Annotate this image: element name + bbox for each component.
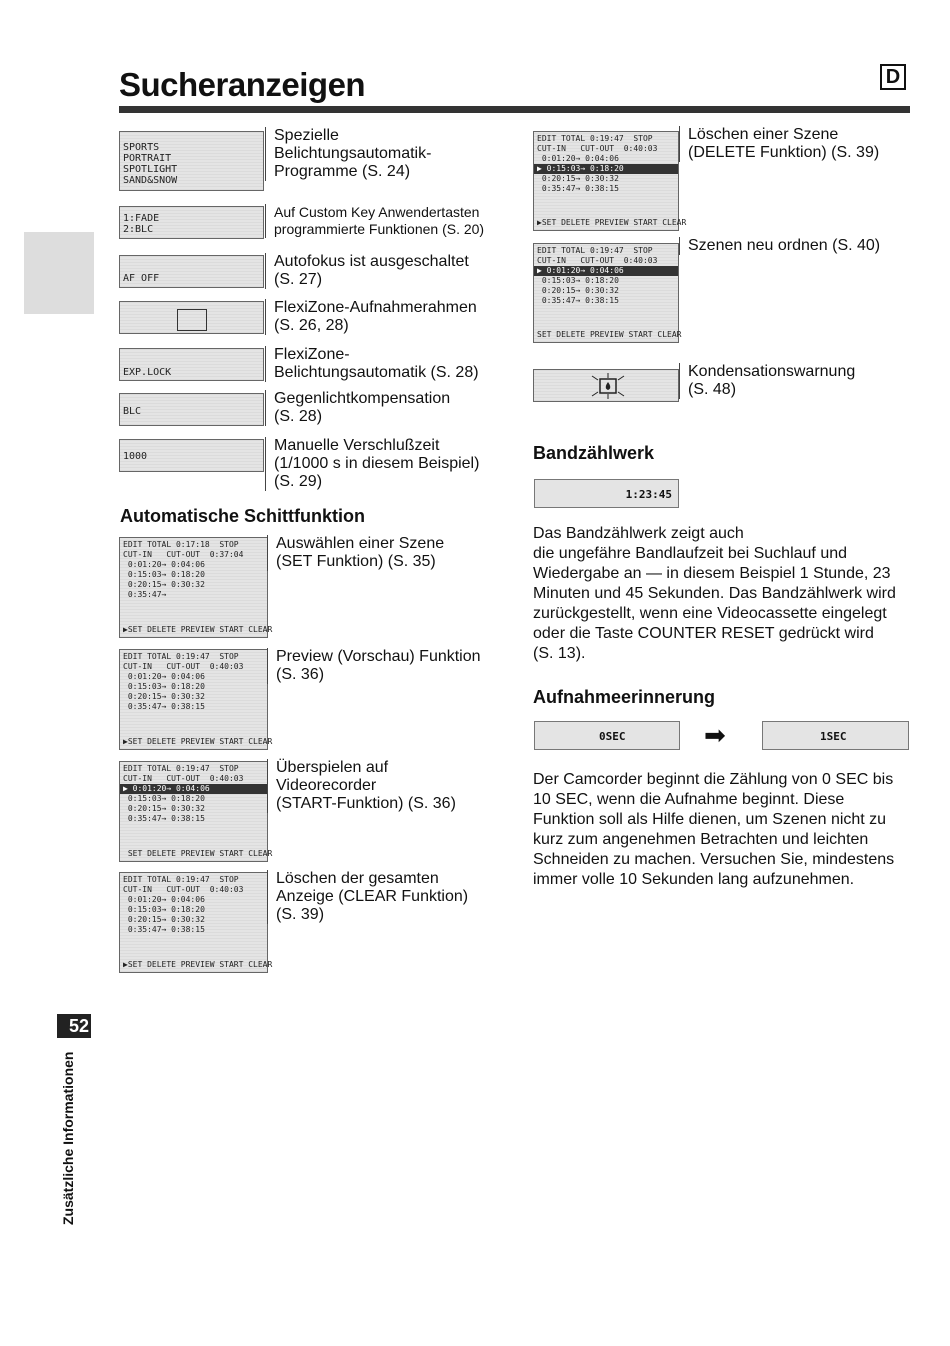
screen-line: 0:01:20→ 0:04:06 xyxy=(123,672,205,681)
page-title: Sucheranzeigen xyxy=(119,66,366,103)
edit-screen-reorder xyxy=(533,243,682,343)
screen-line: CUT-IN CUT-OUT 0:37:04 xyxy=(123,550,244,559)
tape-counter-paragraph: Das Bandzählwerk zeigt auch die ungefähre Bandlaufzeit bei Suchlauf und Wiedergabe an — in diesem Beispiel 1 Stunde, 23 Minuten und 45 Sekunden. Das Bandzählwerk wird zurückgestellt, wenn eine Videocassette eingelegt oder die Taste COUNTER RESET gedrückt wird (S. 13). xyxy=(533,525,896,662)
screen-line: CUT-IN CUT-OUT 0:40:03 xyxy=(123,774,244,783)
screen-menu-bar: SET DELETE PREVIEW START CLEAR xyxy=(537,330,682,339)
screen-line: CUT-IN CUT-OUT 0:40:03 xyxy=(123,662,244,671)
screen-menu-bar: ▶SET DELETE PREVIEW START CLEAR xyxy=(537,218,687,227)
screen-line: SPOTLIGHT xyxy=(123,164,178,175)
screen-line: 0:15:03→ 0:18:20 xyxy=(123,682,205,691)
viewfinder-screen-blc xyxy=(119,393,264,426)
viewfinder-screen-exp-lock xyxy=(119,348,264,381)
item-description: Preview (Vorschau) Funktion (S. 36) xyxy=(267,648,506,684)
screen-line: 0:20:15→ 0:30:32 xyxy=(537,174,619,183)
viewfinder-screen-custom-keys xyxy=(119,206,264,239)
counter-value: 1:23:45 xyxy=(625,488,672,501)
section-heading: Automatische Schittfunktion xyxy=(120,506,366,526)
title-rule xyxy=(119,106,910,113)
screen-line: 1:FADE xyxy=(123,213,160,224)
item-description: Kondensationswarnung (S. 48) xyxy=(679,363,908,399)
screen-line: 2:BLC xyxy=(123,224,154,235)
screen-line: EXP.LOCK xyxy=(123,367,172,378)
item-description: Spezielle Belichtungsautomatik- Programme (S. 24) xyxy=(265,127,504,181)
item-description: Gegenlichtkompensation (S. 28) xyxy=(265,390,504,426)
screen-menu-bar: SET DELETE PREVIEW START CLEAR xyxy=(123,849,273,858)
screen-line: AF OFF xyxy=(123,273,160,284)
edit-screen-preview xyxy=(119,649,273,750)
screen-line: CUT-IN CUT-OUT 0:40:03 xyxy=(537,256,658,265)
screen-menu-bar: ▶SET DELETE PREVIEW START CLEAR xyxy=(123,625,273,634)
screen-line: 0:15:03→ 0:18:20 xyxy=(537,276,619,285)
viewfinder-screen-condensation xyxy=(533,369,679,402)
screen-line: EDIT TOTAL 0:19:47 STOP xyxy=(123,652,239,661)
screen-line: 1000 xyxy=(123,451,148,462)
screen-line: 0:35:47→ 0:38:15 xyxy=(537,184,619,193)
screen-line: 0:15:03→ 0:18:20 xyxy=(123,905,205,914)
screen-line: CUT-IN CUT-OUT 0:40:03 xyxy=(123,885,244,894)
screen-line: 0:35:47→ 0:38:15 xyxy=(123,814,205,823)
screen-line: 0:20:15→ 0:30:32 xyxy=(537,286,619,295)
screen-line: 0:01:20→ 0:04:06 xyxy=(537,154,619,163)
viewfinder-screen-ae-programs xyxy=(119,131,264,191)
screen-line: 0:20:15→ 0:30:32 xyxy=(123,580,205,589)
screen-line-highlighted: ▶ 0:15:03→ 0:18:20 xyxy=(534,164,678,174)
screen-line: PORTRAIT xyxy=(123,153,172,164)
record-reminder-display-end xyxy=(762,721,909,750)
screen-line: 0:15:03→ 0:18:20 xyxy=(123,794,205,803)
screen-menu-bar: ▶SET DELETE PREVIEW START CLEAR xyxy=(123,960,273,969)
section-side-label: Zusätzliche Informationen xyxy=(60,1051,76,1225)
item-description: Überspielen auf Videorecorder (START-Funktion) (S. 36) xyxy=(267,759,496,813)
screen-line: 0:01:20→ 0:04:06 xyxy=(123,895,205,904)
language-badge: D xyxy=(880,64,906,90)
screen-line: 0:20:15→ 0:30:32 xyxy=(123,804,205,813)
screen-line: BLC xyxy=(123,406,142,417)
edit-screen-set xyxy=(119,537,273,638)
item-description: Auf Custom Key Anwendertasten programmierte Funktionen (S. 20) xyxy=(265,204,514,238)
item-description: Szenen neu ordnen (S. 40) xyxy=(679,237,908,255)
edit-screen-clear xyxy=(119,872,273,973)
screen-line: 0:15:03→ 0:18:20 xyxy=(123,570,205,579)
screen-line-highlighted: ▶ 0:01:20→ 0:04:06 xyxy=(534,266,678,276)
screen-line: 0:35:47→ 0:38:15 xyxy=(537,296,619,305)
screen-line: 0:20:15→ 0:30:32 xyxy=(123,915,205,924)
screen-line: EDIT TOTAL 0:19:47 STOP xyxy=(123,875,239,884)
viewfinder-screen-af-off xyxy=(119,255,264,288)
tape-counter-display xyxy=(534,479,679,508)
screen-line: 0:35:47→ 0:38:15 xyxy=(123,925,205,934)
item-description: Auswählen einer Szene (SET Funktion) (S. 35) xyxy=(267,535,496,571)
viewfinder-screen-shutter xyxy=(119,439,264,472)
screen-line: EDIT TOTAL 0:19:47 STOP xyxy=(123,764,239,773)
reminder-value: 0SEC xyxy=(599,730,626,743)
reminder-value: 1SEC xyxy=(820,730,847,743)
section-heading: Aufnahmeerinnerung xyxy=(533,687,716,707)
screen-line: EDIT TOTAL 0:19:47 STOP xyxy=(537,246,653,255)
screen-line: SAND&SNOW xyxy=(123,175,178,186)
item-description: Manuelle Verschlußzeit (1/1000 s in diesem Beispiel) (S. 29) xyxy=(265,437,514,491)
edit-screen-start xyxy=(119,761,273,862)
viewfinder-screen-flexizone-frame xyxy=(119,301,264,334)
item-description: Löschen einer Szene (DELETE Funktion) (S. 39) xyxy=(679,126,908,162)
screen-line-highlighted: ▶ 0:01:20→ 0:04:06 xyxy=(120,784,267,794)
screen-line: 0:01:20→ 0:04:06 xyxy=(123,560,205,569)
record-reminder-paragraph: Der Camcorder beginnt die Zählung von 0 SEC bis 10 SEC, wenn die Aufnahme beginnt. Diese Funktion soll als Hilfe dienen, um Szenen nicht zu kurz zum angenehmen Betrachten und leichten Schneiden zu machen. Versuchen Sie, mindestens immer volle 10 Sekunden lang aufzunehmen. xyxy=(533,771,895,888)
screen-line: SPORTS xyxy=(123,142,160,153)
screen-line: 0:20:15→ 0:30:32 xyxy=(123,692,205,701)
screen-line: CUT-IN CUT-OUT 0:40:03 xyxy=(537,144,658,153)
screen-line: EDIT TOTAL 0:19:47 STOP xyxy=(537,134,653,143)
screen-line: 0:35:47→ xyxy=(123,590,167,599)
item-description: FlexiZone-Aufnahmerahmen (S. 26, 28) xyxy=(265,299,504,335)
item-description: Autofokus ist ausgeschaltet (S. 27) xyxy=(265,253,504,289)
record-reminder-display-start xyxy=(534,721,680,750)
screen-line: EDIT TOTAL 0:17:18 STOP xyxy=(123,540,239,549)
condensation-warning-icon xyxy=(586,372,630,400)
item-description: Löschen der gesamten Anzeige (CLEAR Funktion) (S. 39) xyxy=(267,870,501,924)
section-heading: Bandzählwerk xyxy=(533,443,655,463)
screen-menu-bar: ▶SET DELETE PREVIEW START CLEAR xyxy=(123,737,273,746)
right-arrow-icon: ➡ xyxy=(704,720,726,750)
side-gray-tab xyxy=(24,232,94,314)
page-number: 52 xyxy=(57,1014,91,1038)
flexizone-frame-icon xyxy=(177,309,207,331)
item-description: FlexiZone- Belichtungsautomatik (S. 28) xyxy=(265,346,504,382)
edit-screen-delete xyxy=(533,131,687,231)
screen-line: 0:35:47→ 0:38:15 xyxy=(123,702,205,711)
